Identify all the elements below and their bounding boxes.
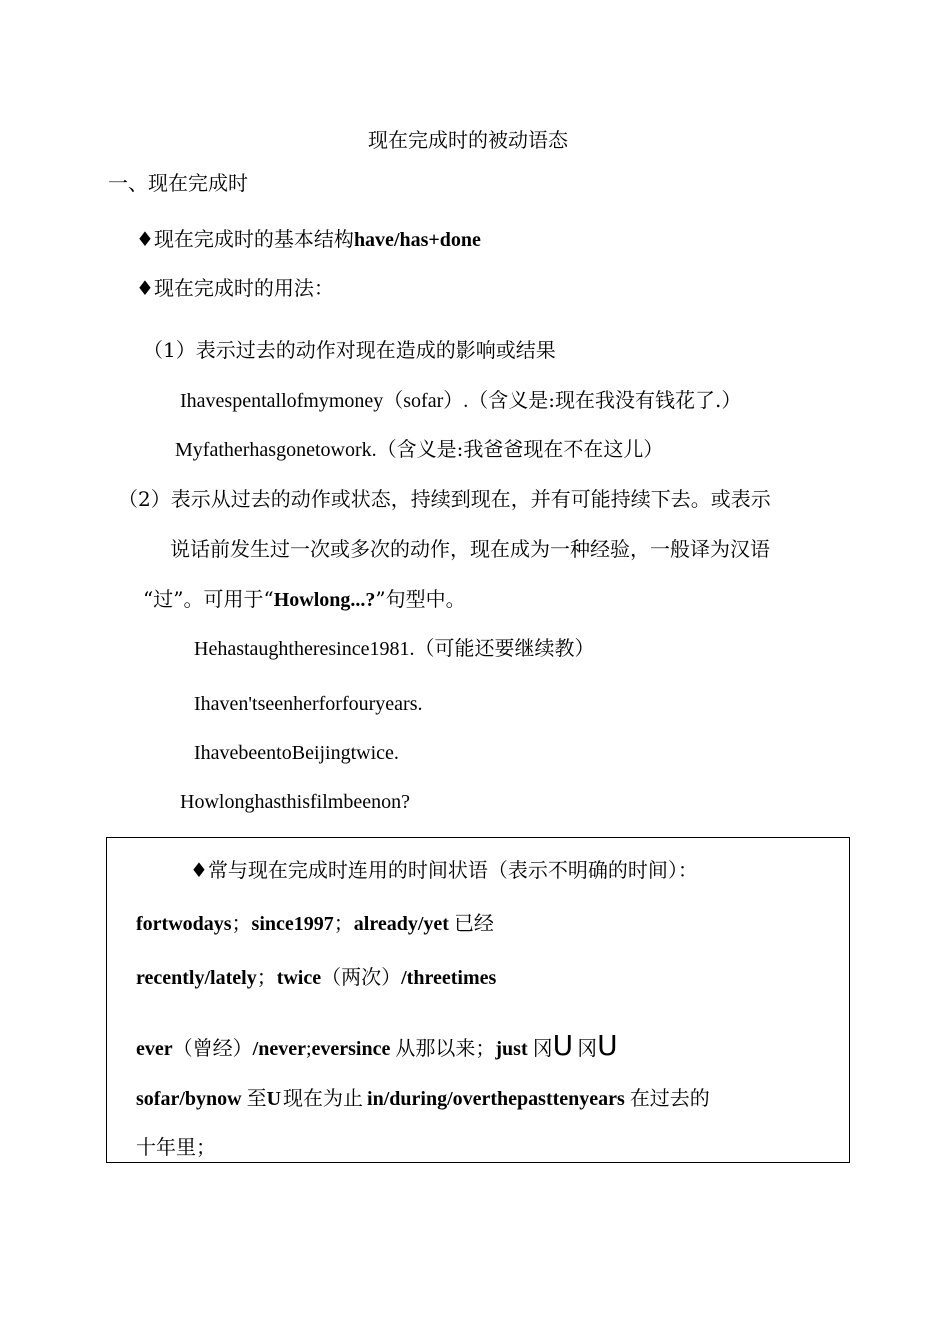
meaning: （曾经） (172, 1036, 253, 1060)
box-row-1 (136, 909, 494, 938)
glyph-u: U (597, 1029, 618, 1062)
page-title: 现在完成时的被动语态 (368, 128, 568, 152)
meaning: 已经 (453, 911, 494, 935)
usage-1-heading: （1）表示过去的动作对现在造成的影响或结果 (143, 338, 556, 362)
example-sentence: Myfatherhasgonetowork. (175, 439, 377, 461)
term: fortwodays (136, 913, 232, 935)
box-row-3 (136, 1029, 618, 1063)
box-row-5: 十年里； (136, 1135, 216, 1159)
meaning: 冈 (577, 1036, 598, 1060)
term: eversince (311, 1038, 391, 1060)
example-sentence: Hehastaughtheresince1981. (194, 638, 415, 660)
example-note: （含义是:现在我没有钱花了.） (468, 388, 742, 412)
example-note: （可能还要继续教） (414, 636, 595, 660)
usage-2-line-1: （2）表示从过去的动作或状态，持续到现在，并有可能持续下去。或表示 (118, 487, 771, 511)
bullet-text: 现在完成时的用法： (153, 276, 334, 300)
diamond-icon: ♦ (136, 227, 154, 251)
bullet-usage (136, 274, 334, 302)
term: just (495, 1038, 528, 1060)
usage-2-example-4: Howlonghasthisfilmbeenon? (180, 791, 410, 813)
meaning: 从那以来； (395, 1036, 496, 1060)
term: in/during/overthepasttenyears (367, 1088, 625, 1110)
howlong-pattern: Howlong...? (273, 589, 376, 611)
term: sofar/bynow (136, 1088, 242, 1110)
term: /never (252, 1038, 306, 1060)
separator: ; (305, 1038, 312, 1060)
term: since1997 (251, 913, 334, 935)
usage-2-line-2: 说话前发生过一次或多次的动作，现在成为一种经验，一般译为汉语 (170, 537, 770, 561)
usage-2-example-1 (194, 634, 594, 663)
meaning: 现在为止 (283, 1086, 364, 1110)
term: ever (136, 1038, 173, 1060)
bullet-text: 现在完成时的基本结构 (153, 227, 354, 251)
diamond-icon: ♦ (190, 858, 208, 882)
usage-2-line-3 (143, 585, 466, 614)
box-heading (190, 856, 698, 884)
meaning: （两次） (321, 965, 402, 989)
box-row-2 (136, 963, 496, 992)
separator: ； (256, 965, 277, 989)
separator: ； (231, 911, 252, 935)
example-sentence: Ihavespentallofmymoney（sofar）. (180, 390, 469, 412)
term: /threetimes (401, 967, 497, 989)
formula: have/has+done (353, 229, 481, 251)
line-text-c: ”句型中。 (375, 587, 466, 611)
bullet-basic-structure (136, 225, 481, 254)
term: twice (276, 967, 322, 989)
usage-2-example-3: IhavebeentoBeijingtwice. (194, 742, 399, 764)
glyph-u: U (266, 1088, 282, 1110)
meaning: 至 (246, 1086, 267, 1110)
line-text-a: “过”。可用于“ (143, 587, 274, 611)
usage-2-example-2: Ihaven'tseenherforfouryears. (194, 693, 423, 715)
separator: ； (333, 911, 354, 935)
usage-1-example-1 (180, 386, 741, 415)
section-heading: 一、现在完成时 (108, 171, 248, 195)
usage-1-example-2 (175, 435, 663, 464)
box-heading-text: 常与现在完成时连用的时间状语（表示不明确的时间）： (207, 858, 698, 882)
box-row-4 (136, 1084, 710, 1113)
time-adverbials-box (106, 837, 850, 1163)
glyph-u: U (552, 1029, 574, 1062)
term: recently/lately (136, 967, 257, 989)
diamond-icon: ♦ (136, 276, 154, 300)
example-note: （含义是:我爸爸现在不在这儿） (376, 437, 664, 461)
term: already/yet (353, 913, 449, 935)
meaning: 在过去的 (629, 1086, 710, 1110)
meaning: 冈 (532, 1036, 553, 1060)
